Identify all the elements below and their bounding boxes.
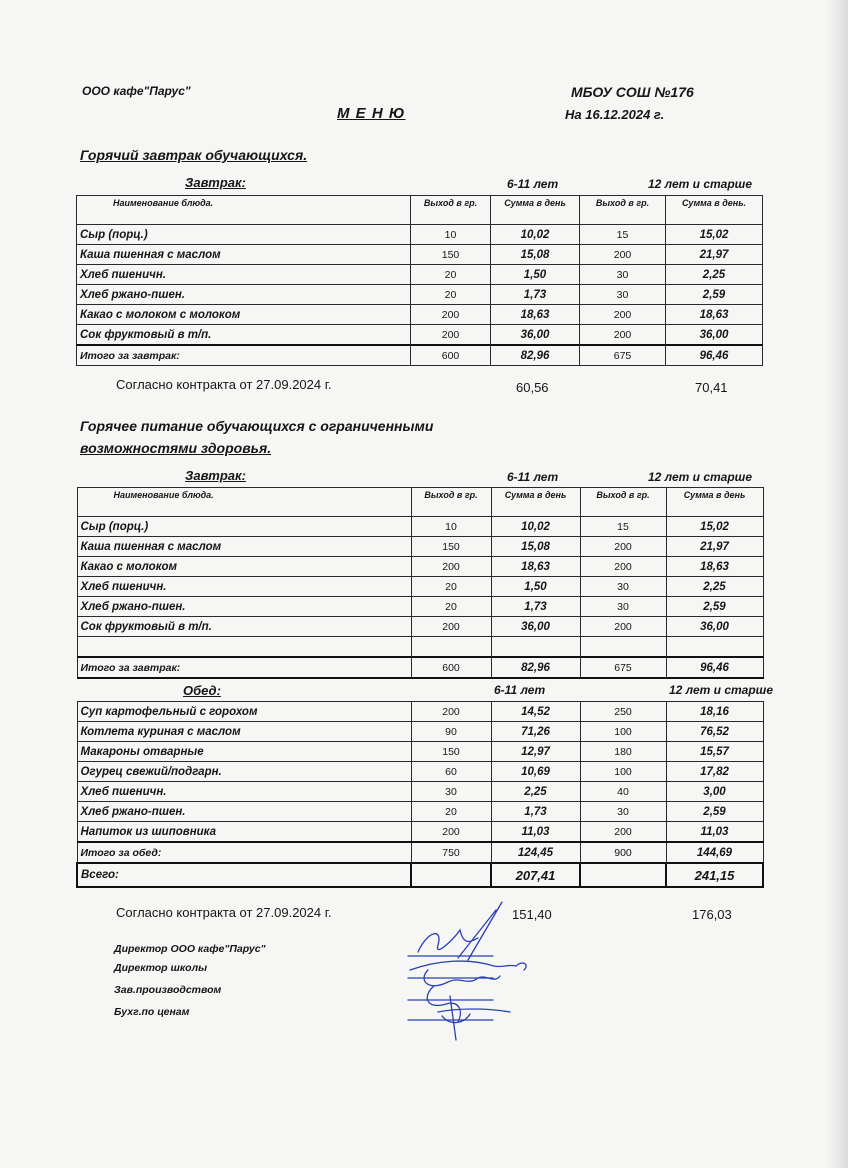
section2-title-2: возможностями здоровья.: [80, 440, 272, 456]
sum-12plus: 18,16: [666, 702, 763, 722]
yield-12plus: 250: [580, 702, 666, 722]
grand-total-row: [77, 863, 763, 887]
sum-12plus: 18,63: [666, 305, 763, 325]
sum-12plus: 3,00: [666, 782, 763, 802]
yield-6-11: 200: [411, 305, 491, 325]
sum-6-11: 36,00: [491, 617, 580, 637]
yield-12plus: 200: [580, 245, 666, 265]
yield-12plus: 100: [580, 762, 666, 782]
dish-name: Сыр (порц.): [77, 225, 411, 245]
section2-age1: 6-11 лет: [507, 470, 559, 484]
dish-name: Огурец свежий/подгарн.: [77, 762, 411, 782]
yield-6-11: 90: [411, 722, 491, 742]
sum-6-11: 15,08: [491, 537, 580, 557]
yield-12plus: 200: [580, 325, 666, 346]
yield-6-11: 20: [411, 265, 491, 285]
breakfast-table: [76, 195, 763, 366]
col-sum-header: Сумма в день: [666, 488, 763, 517]
section1-age2: 12 лет и старше: [648, 177, 753, 191]
sum-12plus: 18,63: [666, 557, 763, 577]
dish-name: Какао с молоком: [77, 557, 411, 577]
yield-6-11: 10: [411, 517, 491, 537]
sum-6-11: 1,50: [491, 577, 580, 597]
section2-meal: Завтрак:: [185, 468, 246, 483]
sum-12plus: 36,00: [666, 617, 763, 637]
sum-12plus: 2,25: [666, 577, 763, 597]
ovz-breakfast-item-row: [77, 577, 763, 597]
contract-value-2: 70,41: [695, 380, 728, 395]
yield-6-11: 200: [411, 702, 491, 722]
sign-director-school: Директор школы: [114, 962, 208, 974]
dish-name: Каша пшенная с маслом: [77, 245, 411, 265]
col-name-header: Наименование блюда.: [77, 196, 411, 225]
total-g1: 750: [411, 842, 491, 863]
grand-total-s1: 207,41: [491, 863, 580, 887]
sum-6-11: 12,97: [491, 742, 580, 762]
yield-6-11: 10: [411, 225, 491, 245]
yield-6-11: 30: [411, 782, 491, 802]
breakfast-item-row: [77, 225, 763, 245]
sum-6-11: 10,02: [491, 517, 580, 537]
section2-title-1: Горячее питание обучающихся с ограниченными: [80, 418, 434, 434]
ovz-breakfast-item-row: [77, 537, 763, 557]
yield-12plus: 15: [580, 517, 666, 537]
dish-name: Хлеб пшеничн.: [77, 782, 411, 802]
lunch-item-row: [77, 802, 763, 822]
sum-6-11: 11,03: [491, 822, 580, 843]
yield-6-11: 200: [411, 325, 491, 346]
sum-6-11: 1,73: [491, 802, 580, 822]
total-label: Итого за завтрак:: [77, 345, 411, 366]
yield-6-11: 200: [411, 617, 491, 637]
col-sum-header: Сумма в день.: [666, 196, 763, 225]
sum-6-11: 36,00: [491, 325, 580, 346]
cafe-name: ООО кафе"Парус": [82, 84, 191, 98]
sum-12plus: 76,52: [666, 722, 763, 742]
lunch-age1: 6-11 лет: [491, 678, 580, 702]
contract-label: Согласно контракта от 27.09.2024 г.: [116, 905, 332, 920]
lunch-item-row: [77, 782, 763, 802]
col-sum-header: Сумма в день: [491, 488, 580, 517]
total-g2: 675: [580, 657, 666, 678]
dish-name: Котлета куриная с маслом: [77, 722, 411, 742]
breakfast-item-row: [77, 285, 763, 305]
sum-6-11: 1,73: [491, 597, 580, 617]
lunch-item-row: [77, 742, 763, 762]
total-g1: 600: [411, 657, 491, 678]
total-row: [77, 657, 763, 678]
table-header: [77, 196, 763, 225]
yield-6-11: 200: [411, 557, 491, 577]
sum-12plus: 36,00: [666, 325, 763, 346]
sum-6-11: 1,50: [491, 265, 580, 285]
sum-6-11: 10,69: [491, 762, 580, 782]
school-name: МБОУ СОШ №176: [571, 84, 694, 100]
sum-6-11: 10,02: [491, 225, 580, 245]
yield-12plus: 30: [580, 265, 666, 285]
sum-12plus: 2,59: [666, 597, 763, 617]
dish-name: Сыр (порц.): [77, 517, 411, 537]
dish-name: Какао с молоком с молоком: [77, 305, 411, 325]
col-sum-header: Сумма в день: [491, 196, 580, 225]
dish-name: Хлеб пшеничн.: [77, 577, 411, 597]
yield-12plus: 200: [580, 617, 666, 637]
sum-6-11: 71,26: [491, 722, 580, 742]
col-yield-header: Выход в гр.: [411, 488, 491, 517]
dish-name: Сок фруктовый в т/п.: [77, 617, 411, 637]
sum-12plus: 15,57: [666, 742, 763, 762]
sum-6-11: 18,63: [491, 557, 580, 577]
contract-value-1: 151,40: [512, 907, 552, 922]
yield-6-11: 20: [411, 577, 491, 597]
yield-6-11: 60: [411, 762, 491, 782]
breakfast-item-row: [77, 245, 763, 265]
yield-12plus: 100: [580, 722, 666, 742]
dish-name: Хлеб ржано-пшен.: [77, 597, 411, 617]
sum-12plus: 21,97: [666, 245, 763, 265]
lunch-age2: 12 лет и старше: [666, 678, 763, 702]
total-s2: 144,69: [666, 842, 763, 863]
yield-6-11: 20: [411, 597, 491, 617]
sum-6-11: 1,73: [491, 285, 580, 305]
yield-12plus: 30: [580, 285, 666, 305]
sum-6-11: 2,25: [491, 782, 580, 802]
total-label: Итого за завтрак:: [77, 657, 411, 678]
sum-6-11: 14,52: [491, 702, 580, 722]
contract-value-1: 60,56: [516, 380, 549, 395]
total-s1: 82,96: [491, 657, 580, 678]
dish-name: Каша пшенная с маслом: [77, 537, 411, 557]
yield-12plus: 180: [580, 742, 666, 762]
ovz-breakfast-item-row: [77, 617, 763, 637]
yield-12plus: 200: [580, 537, 666, 557]
contract-label: Согласно контракта от 27.09.2024 г.: [116, 377, 332, 392]
page-title: М Е Н Ю: [337, 105, 406, 122]
breakfast-item-row: [77, 325, 763, 346]
handwritten-signatures: [398, 900, 538, 1045]
col-name-header: Наименование блюда.: [77, 488, 411, 517]
col-yield-header: Выход в гр.: [580, 488, 666, 517]
total-s2: 96,46: [666, 657, 763, 678]
lunch-total-row: [77, 842, 763, 863]
lunch-item-row: [77, 822, 763, 843]
lunch-header-row: [77, 678, 763, 702]
section1-age1: 6-11 лет: [507, 177, 559, 191]
dish-name: Суп картофельный с горохом: [77, 702, 411, 722]
yield-12plus: 15: [580, 225, 666, 245]
sum-6-11: 18,63: [491, 305, 580, 325]
dish-name: Напиток из шиповника: [77, 822, 411, 843]
grand-total-label: Всего:: [77, 863, 411, 887]
lunch-item-row: [77, 722, 763, 742]
yield-12plus: 40: [580, 782, 666, 802]
yield-6-11: 150: [411, 742, 491, 762]
sum-12plus: 17,82: [666, 762, 763, 782]
sum-12plus: 15,02: [666, 225, 763, 245]
lunch-meal-label: Обед:: [77, 678, 411, 702]
sum-12plus: 2,59: [666, 802, 763, 822]
col-yield-header: Выход в гр.: [411, 196, 491, 225]
ovz-breakfast-item-row: [77, 557, 763, 577]
total-s1: 124,45: [491, 842, 580, 863]
lunch-item-row: [77, 762, 763, 782]
yield-12plus: 200: [580, 557, 666, 577]
sum-12plus: 2,59: [666, 285, 763, 305]
dish-name: Хлеб пшеничн.: [77, 265, 411, 285]
yield-6-11: 200: [411, 822, 491, 843]
sum-12plus: 2,25: [666, 265, 763, 285]
total-s1: 82,96: [491, 345, 580, 366]
section1-meal: Завтрак:: [185, 175, 246, 190]
contract-value-2: 176,03: [692, 907, 732, 922]
lunch-item-row: [77, 702, 763, 722]
yield-6-11: 20: [411, 802, 491, 822]
yield-12plus: 30: [580, 802, 666, 822]
dish-name: Сок фруктовый в т/п.: [77, 325, 411, 346]
table-header: [77, 488, 763, 517]
sum-12plus: 21,97: [666, 537, 763, 557]
menu-date: На 16.12.2024 г.: [565, 107, 665, 122]
section2-age2: 12 лет и старше: [648, 470, 753, 484]
yield-6-11: 150: [411, 245, 491, 265]
total-label: Итого за обед:: [77, 842, 411, 863]
grand-total-s2: 241,15: [666, 863, 763, 887]
dish-name: Хлеб ржано-пшен.: [77, 285, 411, 305]
yield-6-11: 20: [411, 285, 491, 305]
yield-12plus: 30: [580, 597, 666, 617]
section1-title: Горячий завтрак обучающихся.: [80, 147, 308, 163]
scan-edge-shadow: [826, 0, 848, 1168]
yield-6-11: 150: [411, 537, 491, 557]
sum-12plus: 15,02: [666, 517, 763, 537]
yield-12plus: 30: [580, 577, 666, 597]
sign-accounting: Бухг.по ценам: [114, 1006, 190, 1018]
total-g1: 600: [411, 345, 491, 366]
col-yield-header: Выход в гр.: [580, 196, 666, 225]
dish-name: Макароны отварные: [77, 742, 411, 762]
yield-12plus: 200: [580, 305, 666, 325]
yield-12plus: 200: [580, 822, 666, 843]
total-s2: 96,46: [666, 345, 763, 366]
total-g2: 675: [580, 345, 666, 366]
sum-12plus: 11,03: [666, 822, 763, 843]
ovz-breakfast-item-row: [77, 517, 763, 537]
empty-row: [77, 637, 763, 658]
sign-production: Зав.производством: [114, 984, 222, 996]
total-g2: 900: [580, 842, 666, 863]
breakfast-item-row: [77, 305, 763, 325]
ovz-table: [76, 487, 774, 888]
dish-name: Хлеб ржано-пшен.: [77, 802, 411, 822]
ovz-breakfast-item-row: [77, 597, 763, 617]
sign-director-cafe: Директор ООО кафе"Парус": [114, 943, 266, 955]
sum-6-11: 15,08: [491, 245, 580, 265]
breakfast-item-row: [77, 265, 763, 285]
total-row: [77, 345, 763, 366]
